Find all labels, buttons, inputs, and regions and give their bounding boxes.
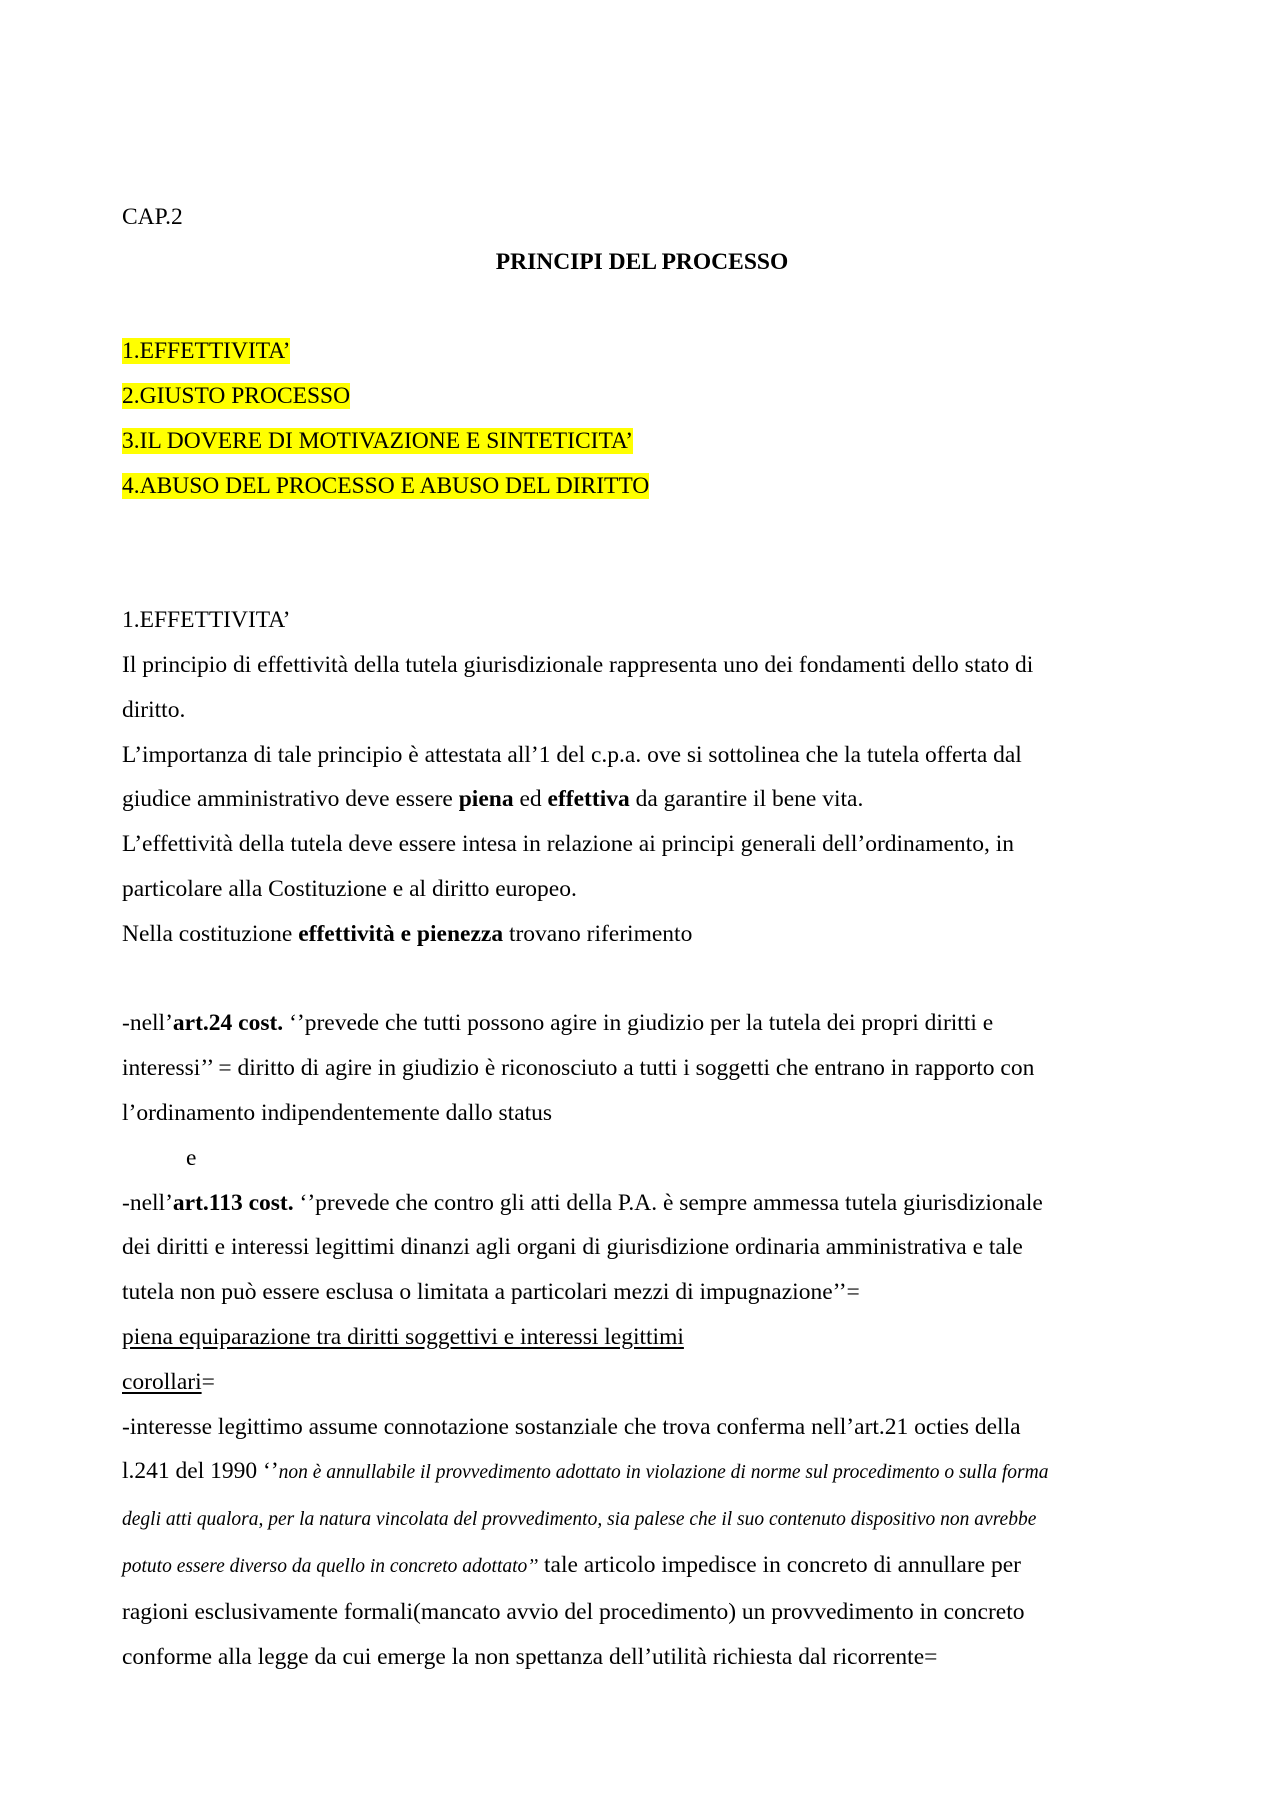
document-page [122, 195, 1162, 1679]
paragraph-line: giudice amministrativo deve essere piena ed effettiva da garantire il bene vita. [122, 786, 864, 813]
paragraph-line: tutela non può essere esclusa o limitata a particolari mezzi di impugnazione’’= [122, 1279, 860, 1306]
underlined-phrase: corollari [122, 1368, 202, 1395]
paragraph-line: Nella costituzione effettività e pienezza trovano riferimento [122, 920, 693, 947]
underlined-phrase: piena equiparazione tra diritti soggettivi e interessi legittimi [122, 1323, 684, 1350]
paragraph-line [122, 1496, 1162, 1543]
article-reference: art.24 cost. [172, 1010, 284, 1037]
paragraph-line: potuto essere diverso da quello in concreto adottato’’ tale articolo impedisce in concreto di annullare per [122, 1551, 1021, 1578]
paragraph-line: L’effettività della tutela deve essere intesa in relazione ai principi generali dell’ordinamento, in [122, 831, 1014, 858]
paragraph-line: dei diritti e interessi legittimi dinanzi agli organi di giurisdizione ordinaria amministrativa e tale [122, 1234, 1023, 1261]
toc-item: 3.IL DOVERE DI MOTIVAZIONE E SINTETICITA’ [122, 427, 634, 454]
paragraph-line: L’importanza di tale principio è attestata all’1 del c.p.a. ove si sottolinea che la tutela offerta dal [122, 741, 1022, 768]
bold-term: effettiva [547, 786, 630, 813]
paragraph-line: corollari= [122, 1368, 215, 1395]
document-title: PRINCIPI DEL PROCESSO [495, 248, 789, 275]
table-of-contents [122, 329, 1162, 508]
paragraph-line: particolare alla Costituzione e al diritto europeo. [122, 875, 577, 902]
article-reference: art.113 cost. [172, 1189, 294, 1216]
quoted-norm: potuto essere diverso da quello in concreto adottato’’ [122, 1555, 539, 1577]
paragraph-line: -nell’art.24 cost. ‘’prevede che tutti possono agire in giudizio per la tutela dei propri diritti e [122, 1010, 994, 1037]
toc-item: 4.ABUSO DEL PROCESSO E ABUSO DEL DIRITTO [122, 472, 650, 499]
toc-item: 2.GIUSTO PROCESSO [122, 383, 351, 410]
paragraph-line: diritto. [122, 696, 186, 723]
paragraph-line: -nell’art.113 cost. ‘’prevede che contro gli atti della P.A. è sempre ammessa tutela giurisdizionale [122, 1189, 1043, 1216]
section-heading: 1.EFFETTIVITA’ [122, 607, 291, 634]
chapter-label: CAP.2 [122, 204, 183, 230]
paragraph-line: l’ordinamento indipendentemente dallo status [122, 1099, 553, 1126]
bold-term: piena [458, 786, 514, 813]
quoted-norm: non è annullabile il provvedimento adottato in violazione di norme sul procedimento o sulla forma [278, 1462, 1049, 1484]
conjunction: e [186, 1144, 197, 1171]
paragraph-line [122, 1315, 1162, 1360]
paragraph-line: interessi’’ = diritto di agire in giudizio è riconosciuto a tutti i soggetti che entrano in rapporto con [122, 1055, 1035, 1082]
paragraph-line: -interesse legittimo assume connotazione sostanziale che trova conferma nell’art.21 octies della [122, 1413, 1021, 1440]
paragraph-line: conforme alla legge da cui emerge la non spettanza dell’utilità richiesta dal ricorrente= [122, 1643, 938, 1670]
quoted-norm: degli atti qualora, per la natura vincolata del provvedimento, sia palese che il suo contenuto dispositivo non avrebbe [122, 1509, 1037, 1531]
spacer [122, 285, 1162, 330]
spacer [122, 509, 1162, 599]
paragraph-line: Il principio di effettività della tutela giurisdizionale rappresenta uno dei fondamenti dello stato di [122, 651, 1034, 678]
bold-term: effettività e pienezza [298, 920, 504, 947]
paragraph-line: ragioni esclusivamente formali(mancato avvio del procedimento) un provvedimento in concreto [122, 1598, 1025, 1625]
spacer [122, 957, 1162, 1002]
toc-item: 1.EFFETTIVITA’ [122, 338, 291, 365]
paragraph-line: l.241 del 1990 ‘’non è annullabile il provvedimento adottato in violazione di norme sul procedimento o sulla forma [122, 1458, 1049, 1485]
section-effettivita [122, 598, 1162, 1679]
